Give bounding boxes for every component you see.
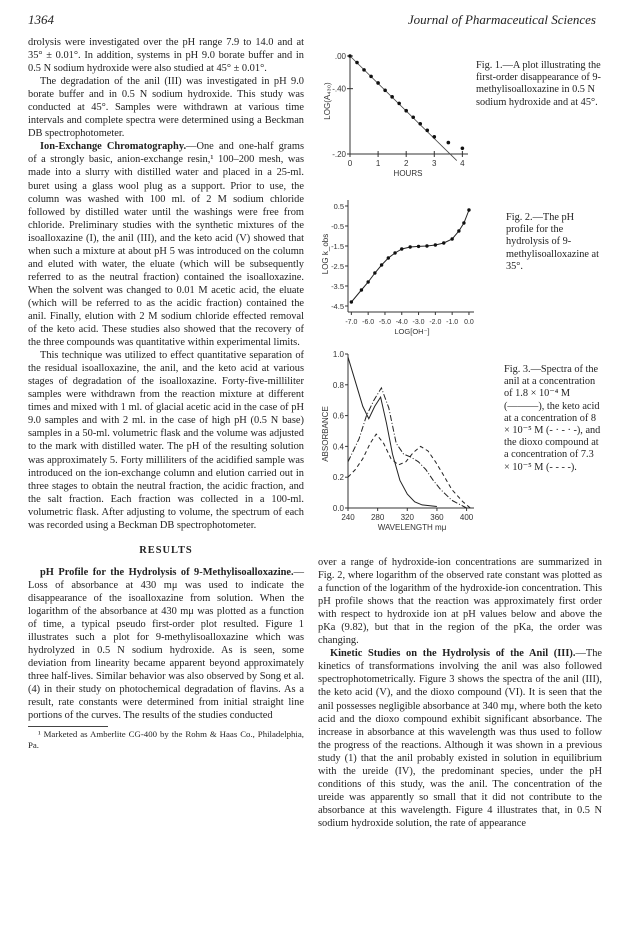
fig3-x-tick-label: 400 [459, 513, 474, 522]
journal-title: Journal of Pharmaceutical Sciences [407, 12, 596, 27]
fig1-data-point [383, 89, 387, 93]
fig2-x-tick-label: -3.0 [412, 319, 425, 326]
fig1-data-point [411, 115, 415, 119]
fig2-data-point [457, 229, 460, 232]
paragraph [28, 140, 304, 349]
fig1-data-point [362, 68, 366, 72]
fig1-x-tick-label: 3 [432, 159, 437, 168]
fig1-data-point [397, 102, 401, 106]
fig3-y-tick-label: 0.4 [332, 442, 344, 452]
fig1-data-point [404, 109, 408, 113]
section-title: Kinetic Studies on the Hydrolysis of the Anil (III). [330, 648, 576, 660]
fig2-data-point [366, 280, 369, 283]
figure-3-plot [318, 346, 480, 536]
fig1-data-point [376, 81, 380, 85]
footnote: ¹ Marketed as Amberlite CG-400 by the Rohm & Haas Co., Philadelphia, Pa. [28, 729, 304, 750]
fig3-y-tick-label: 1.0 [332, 350, 344, 359]
left-column [28, 36, 304, 750]
fig1-x-tick-label: 2 [403, 159, 409, 168]
fig1-x-tick-label: 0 [347, 159, 353, 168]
fig2-data-point [400, 247, 403, 250]
fig2-x-tick-label: -2.0 [429, 319, 442, 326]
fig2-data-point [450, 237, 453, 240]
fig1-fit-line [350, 56, 457, 161]
fig3-y-tick-label: 0.8 [332, 380, 344, 390]
figure-1 [318, 46, 608, 184]
figure-1-caption: Fig. 1.—A plot illustrating the first-order disappearance of 9-methylisoalloxazine in 0.5 N sodium hydroxide and at 45°. [476, 60, 601, 108]
fig2-y-tick-label: 0.5 [333, 202, 344, 211]
fig2-y-tick-label: -3.5 [331, 282, 344, 291]
fig1-x-tick-label: 1 [375, 159, 381, 168]
fig2-series-line [351, 210, 469, 302]
fig3-x-axis-label: WAVELENGTH mμ [377, 523, 447, 532]
fig1-data-point [461, 146, 465, 150]
paragraph: This technique was utilized to effect quantitative separation of the residual isoalloxazine, the anil, and the keto acid at various stages of degradation of the isoalloxazine. Forty-five-milliliter samples were withdrawn from the reaction mixture at different times and mixed with 1 ml. of glacial acetic acid in the case of pH 9.0 samples and with 2 ml. in the case of high pH (0.5 N base) samples in a 50-ml. volumetric flask and the volume was adjusted to the mark with distilled water. The pH of the resulting solution was approximately 5. Forty milliliters of the acidified sample was introduced on the ion-exchange column and elution carried out in three stages to obtain the neutral fraction, the acidic fraction, and the salt fraction. Each fraction was collected in a 100-ml. volumetric flask. After adjusting to volume, the spectrum of each was recorded using a Beckman DB spectrophotometer. [28, 350, 304, 531]
fig1-y-tick-label: .00 [334, 52, 346, 61]
paragraph [318, 647, 602, 830]
fig2-x-tick-label: -4.0 [395, 319, 408, 326]
fig3-series-dashed [348, 434, 470, 508]
section-title: pH Profile for the Hydrolysis of 9-Methylisoalloxazine. [40, 566, 294, 578]
fig3-x-tick-label: 320 [400, 513, 414, 522]
fig2-data-point [442, 241, 445, 244]
fig2-data-point [360, 288, 363, 291]
fig2-data-point [380, 263, 383, 266]
fig3-x-tick-label: 360 [430, 513, 444, 522]
figure-2-caption: Fig. 2.—The pH profile for the hydrolysis of 9-methylisoalloxazine at 35°. [506, 212, 599, 272]
fig2-y-tick-label: -4.5 [331, 302, 344, 311]
fig2-x-tick-label: -7.0 [345, 319, 358, 326]
figure-2 [318, 192, 608, 344]
fig2-x-tick-label: -5.0 [378, 319, 391, 326]
fig2-data-point [408, 245, 411, 248]
fig2-data-point [462, 221, 465, 224]
paragraph: over a range of hydroxide-ion concentrations are summarized in Fig. 2, where logarithm of the observed rate constant was plotted as a function of the logarithm of the hydroxide-ion concentration. This pH profile shows that the reaction was approximately first order with respect to hydroxide ion at pH values below and above the pKa (9.82), but that in the region of the pKa, the order was changing. [318, 557, 602, 647]
fig2-y-tick-label: -1.5 [331, 242, 344, 251]
fig2-data-point [373, 271, 376, 274]
fig1-data-point [447, 141, 451, 145]
fig2-data-point [393, 251, 396, 254]
fig2-x-tick-label: -1.0 [446, 319, 459, 326]
fig1-data-point [348, 54, 352, 58]
fig3-x-tick-label: 280 [370, 513, 385, 522]
section-title: Ion-Exchange Chromatography. [40, 141, 187, 153]
figure-3 [318, 346, 608, 536]
fig1-x-tick-label: 4 [460, 159, 465, 168]
paragraph-text: —One and one-half grams of a strongly basic, anion-exchange resin,¹ 100–200 mesh, was made into a slurry with distilled water and placed in a 25-ml. buret using a glass wool plug as a support. Prior to use, the column was washed with 100 ml. of 2 M sodium chloride followed by distilled water until the washings were free from chloride. Preliminary studies with the synthetic mixtures of the isoalloxazine (I), the anil (III), and the keto acid (V) showed that when such a mixture at about pH 5 was introduced on the column and eluted with water, the eluate (which will be subsequently referred to as the neutral fraction) contained the isoalloxazine. When the solvent was changed to 0.01 M acetic acid, the eluate (which will be referred to as the acidic fraction) contained the anil. Finally, elution with 2 M sodium chloride effected removal of the keto acid. These studies also showed that the recovery of the three compounds was quantitative within experimental limits. [28, 141, 304, 349]
figure-3-caption: Fig. 3.—Spectra of the anil at a concentration of 1.8 × 10⁻⁴ M (———), the keto acid at a concentration of 8 × 10⁻⁵ M (- · - · -), and the dioxo compound at a concentration of 7.3 × 10⁻⁵ M (- - - -). [504, 364, 601, 473]
results-heading: RESULTS [139, 544, 193, 556]
fig2-data-point [417, 245, 420, 248]
fig3-y-axis-label: ABSORBANCE [321, 406, 330, 462]
paragraph-text: —The kinetics of transformations involving the anil was also followed spectrophotometrically. Figure 3 shows the spectra of the anil (III), the keto acid (V), and the dioxo compound (VI). It is seen that the anil possesses negligible absorbance at 340 mμ, where both the keto acid and the dioxo compound exhibit significant absorbance. The increase in absorbance at this wavelength was thus used to follow the progress of the reactions. Although it was shown in a previous study (1) that the anil probably existed in solution in equilibrium with the ureide (IV), the predominant species, under the pH conditions of this study, was the anil. The concentration of the ureide was apparently so small that it did not contribute to the absorbance at this wavelength. Figure 4 illustrates that, in 0.5 N sodium hydroxide solution, the rate of appearance [318, 648, 602, 829]
fig1-data-point [390, 95, 394, 99]
fig3-y-tick-label: 0.0 [332, 504, 344, 513]
paragraph: drolysis were investigated over the pH range 7.9 to 14.0 and at 35° ± 0.01°. In addition, systems in pH 9.0 borate buffer and in 0.5 N sodium hydroxide were also studied at 45° ± 0.01°. [28, 37, 304, 75]
fig3-y-tick-label: 0.2 [332, 473, 344, 483]
footnote-rule [28, 726, 108, 727]
fig2-data-point [434, 243, 437, 246]
fig2-x-tick-label: -6.0 [362, 319, 375, 326]
fig1-data-point [369, 75, 373, 79]
page-number: 1364 [28, 12, 54, 27]
fig3-x-tick-label: 240 [341, 513, 355, 522]
figure-1-plot [318, 46, 478, 184]
paragraph [28, 566, 304, 723]
paragraph-text: —Loss of absorbance at 430 mμ was used to indicate the disappearance of the isoalloxazine from solution. When the logarithm of the absorbance at 430 mμ was plotted as a function of time, a typical pseudo first-order plot resulted. Figure 1 illustrates such a plot for 9-methylisoalloxazine which was hydrolyzed in 0.5 N sodium hydroxide. As is seen, some deviation from linearity became apparent beyond approximately three half-lives. Similar behavior was also observed by Song et al. (4) in their study on photochemical degradation of flavins. As a result, rate constants were determined from initial straight line portions of the curves. The results of the studies conducted [28, 566, 304, 722]
fig2-data-point [425, 244, 428, 247]
fig2-data-point [350, 300, 353, 303]
right-column [318, 556, 602, 830]
fig2-x-tick-label: 0.0 [464, 319, 474, 326]
fig1-data-point [418, 122, 422, 126]
fig3-y-tick-label: 0.6 [332, 411, 344, 421]
fig2-data-point [467, 208, 470, 211]
fig3-series-dash-dot [348, 388, 467, 508]
fig1-y-tick-label: -.20 [332, 150, 346, 159]
fig1-data-point [432, 135, 436, 139]
fig2-y-axis-label: LOG k_obs [321, 233, 330, 275]
fig2-y-tick-label: -2.5 [331, 262, 344, 271]
fig1-x-axis-label: HOURS [393, 169, 423, 178]
fig2-x-axis-label: LOG[OH⁻] [394, 327, 430, 336]
fig3-series-solid [348, 357, 437, 506]
paragraph: The degradation of the anil (III) was investigated in pH 9.0 borate buffer and in 0.5 N sodium hydroxide. This study was conducted at 45°. Samples were withdrawn at various time intervals and complete spectra were determined using a Beckman DB spectrophotometer. [28, 76, 304, 140]
fig2-data-point [387, 256, 390, 259]
fig1-y-tick-label: -.40 [332, 84, 346, 94]
fig1-data-point [425, 129, 429, 133]
fig1-data-point [355, 61, 359, 65]
fig1-y-axis-label: LOG(A₄₃₀) [323, 82, 332, 120]
fig2-y-tick-label: -0.5 [331, 222, 344, 231]
figure-2-plot [318, 192, 480, 344]
